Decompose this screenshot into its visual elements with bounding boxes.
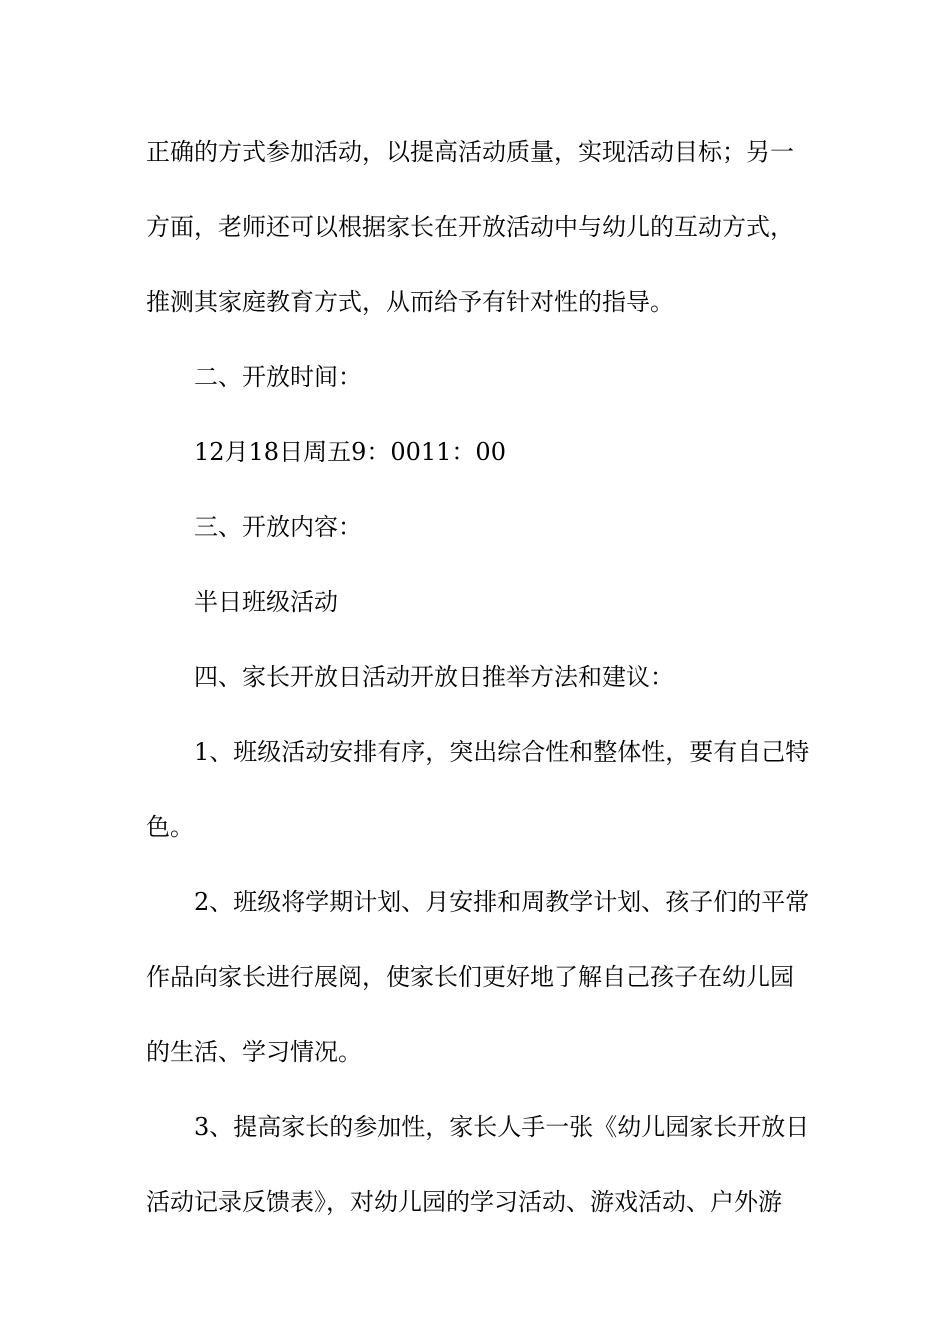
list-item-2-line: 作品向家长进行展阅，使家长们更好地了解自己孩子在幼儿园 xyxy=(146,963,794,991)
section-heading-methods: 四、家长开放日活动开放日推举方法和建议： xyxy=(194,663,674,691)
section-heading-time: 二、开放时间： xyxy=(194,363,362,391)
list-item-1-line: 色。 xyxy=(146,813,194,841)
open-time-text: 12月18日周五9：0011：00 xyxy=(194,438,506,466)
list-item-2-line: 的生活、学习情况。 xyxy=(146,1038,362,1066)
list-item-1-line: 1、班级活动安排有序，突出综合性和整体性，要有自己特 xyxy=(194,738,810,766)
paragraph-line: 方面，老师还可以根据家长在开放活动中与幼儿的互动方式， xyxy=(146,213,794,241)
paragraph-line: 推测其家庭教育方式，从而给予有针对性的指导。 xyxy=(146,288,674,316)
open-content-text: 半日班级活动 xyxy=(194,588,338,616)
list-item-3-line: 3、提高家长的参加性，家长人手一张《幼儿园家长开放日 xyxy=(194,1113,810,1141)
paragraph-line: 正确的方式参加活动，以提高活动质量，实现活动目标；另一 xyxy=(146,138,794,166)
list-item-3-line: 活动记录反馈表》，对幼儿园的学习活动、游戏活动、户外游 xyxy=(146,1188,782,1216)
list-item-2-line: 2、班级将学期计划、月安排和周教学计划、孩子们的平常 xyxy=(194,888,810,916)
section-heading-content: 三、开放内容： xyxy=(194,513,362,541)
